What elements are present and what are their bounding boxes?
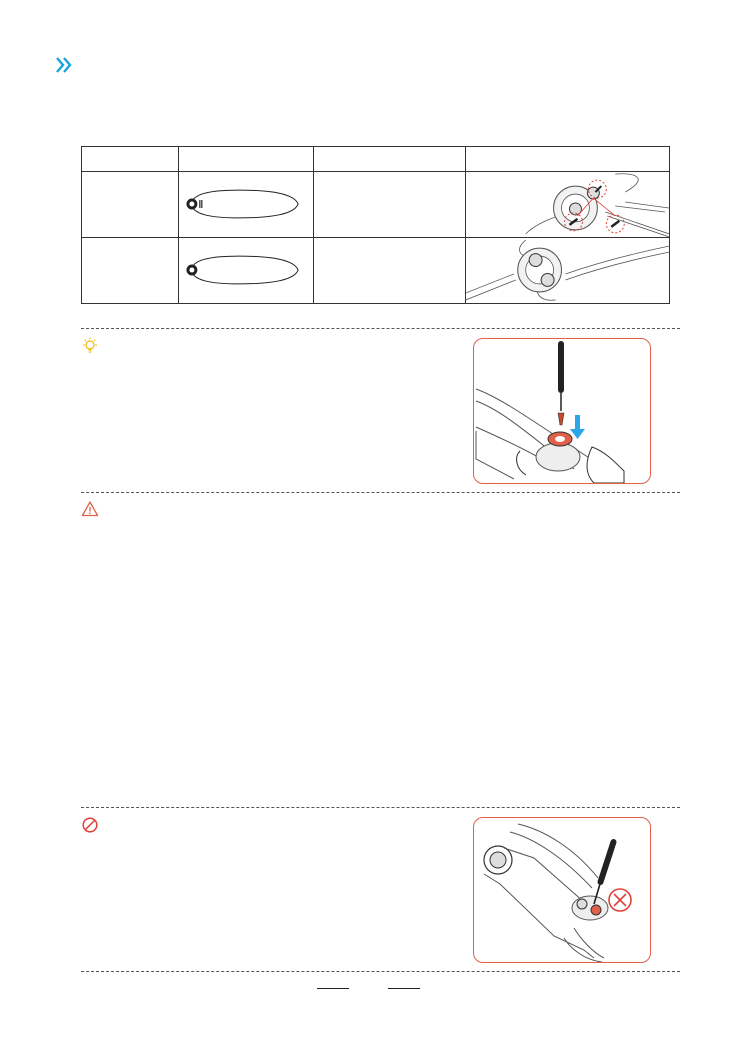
section-divider xyxy=(81,807,680,808)
section-divider xyxy=(81,328,680,329)
do-not-unscrew-illustration xyxy=(473,817,651,963)
prohibited-icon xyxy=(81,816,99,834)
section-divider xyxy=(81,492,680,493)
table-header-row xyxy=(82,147,670,172)
rear-motor-illustration xyxy=(466,172,670,238)
table-row xyxy=(82,238,670,304)
footer-link-underline xyxy=(388,988,420,989)
row-description xyxy=(314,238,466,304)
lightbulb-icon xyxy=(81,337,99,355)
table-header-cell xyxy=(179,147,314,172)
row-label xyxy=(82,172,179,238)
double-chevron-right-icon xyxy=(55,56,73,74)
propeller-plain-illustration xyxy=(179,238,314,304)
row-label xyxy=(82,238,179,304)
propeller-table xyxy=(81,146,670,304)
section-divider xyxy=(81,971,680,972)
front-motor-illustration xyxy=(466,238,670,304)
propeller-marked-illustration xyxy=(179,172,314,238)
table-header-cell xyxy=(314,147,466,172)
row-description xyxy=(314,172,466,238)
footer-link-underline xyxy=(317,988,349,989)
screw-install-illustration xyxy=(473,338,651,484)
table-header-cell xyxy=(466,147,670,172)
table-row xyxy=(82,172,670,238)
table-header-cell xyxy=(82,147,179,172)
warning-triangle-icon xyxy=(81,500,99,518)
